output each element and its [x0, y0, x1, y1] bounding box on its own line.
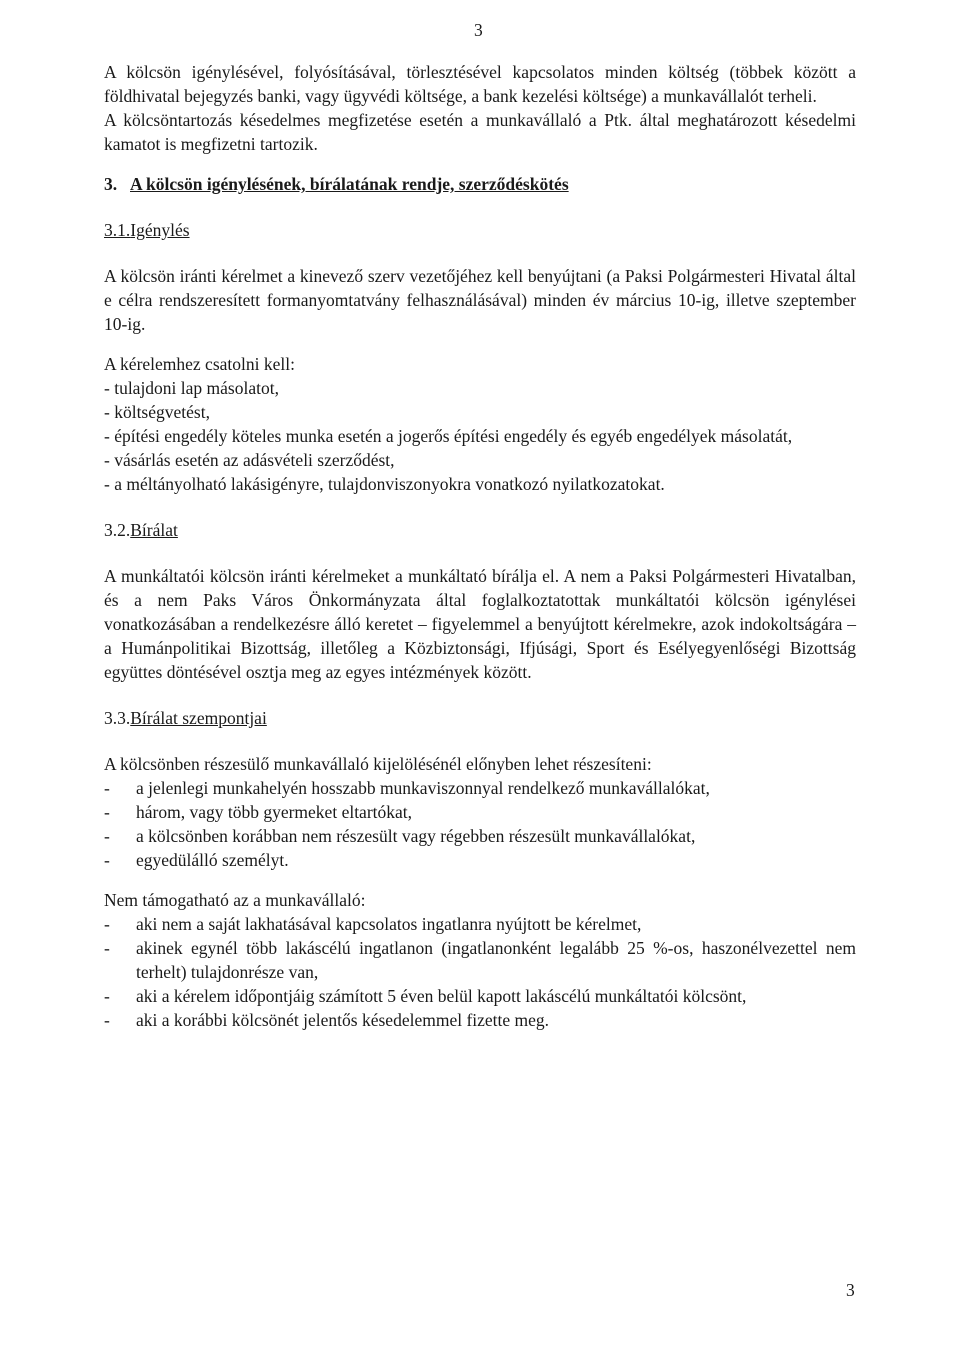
- section-3-title: A kölcsön igénylésének, bírálatának rendje, szerződéskötés: [130, 174, 569, 194]
- preference-intro: A kölcsönben részesülő munkavállaló kijelölésénél előnyben lehet részesíteni:: [104, 754, 652, 774]
- list-item: - akinek egynél több lakáscélú ingatlanon (ingatlanonként legalább 25 %-os, haszonélvezettel nem terhelt) tulajdonrésze van,: [104, 936, 856, 984]
- list-item: - építési engedély köteles munka esetén a jogerős építési engedély és egyéb engedélyek másolatát,: [104, 426, 793, 446]
- subsection-3-2-number: 3.2.: [104, 520, 131, 540]
- subsection-3-3-heading: [104, 706, 856, 730]
- list-item: - aki nem a saját lakhatásával kapcsolatos ingatlanra nyújtott be kérelmet,: [104, 912, 856, 936]
- intro-paragraph-interest: A kölcsöntartozás késedelmes megfizetése esetén a munkavállaló a Ptk. által meghatározott késedelmi kamatot is megfizetni tartozik.: [104, 110, 856, 154]
- list-item: - vásárlás esetén az adásvételi szerződést,: [104, 450, 395, 470]
- evaluation-paragraph: A munkáltatói kölcsön iránti kérelmeket a munkáltató bírálja el. A nem a Paksi Polgármesteri Hivatalban, és a nem Paks Város Önkormányzata által foglalkoztatottak munkáltatói kölcsön igénylései vonatkozásában a rendelkezésre álló keretet – figyelemmel a benyújtott kérelmekre, azok indokoltságára – a Humánpolitikai Bizottság, illetőleg a Közbiztonsági, Ifjúsági, Sport és Esélyegyenlőségi Bizottság együttes döntésével osztja meg az egyes intézmények között.: [104, 566, 856, 682]
- list-item: - költségvetést,: [104, 402, 210, 422]
- list-item: - tulajdoni lap másolatot,: [104, 378, 279, 398]
- list-item: - a méltányolható lakásigényre, tulajdonviszonyokra vonatkozó nyilatkozatokat.: [104, 474, 665, 494]
- list-item: - aki a kérelem időpontjáig számított 5 éven belül kapott lakáscélú munkáltatói kölcsönt,: [104, 984, 856, 1008]
- subsection-3-2-heading: [104, 518, 856, 542]
- subsection-3-3-number: 3.3.: [104, 708, 131, 728]
- subsection-3-1-number: 3.1.: [104, 220, 131, 240]
- section-3-heading: [104, 172, 856, 196]
- section-3-number: 3.: [104, 174, 118, 194]
- page-number-top: 3: [474, 20, 483, 40]
- attachments-intro: A kérelemhez csatolni kell:: [104, 354, 295, 374]
- list-item: - egyedülálló személyt.: [104, 848, 856, 872]
- subsection-3-2-title: Bírálat: [130, 520, 178, 540]
- subsection-3-1-heading: [104, 218, 856, 242]
- intro-paragraph-costs: A kölcsön igénylésével, folyósításával, törlesztésével kapcsolatos minden költség (többek között a földhivatal bejegyzés banki, vagy ügyvédi költsége, a bank kezelési költsége) a munkavállalót terheli.: [104, 62, 856, 106]
- exclusion-intro: Nem támogatható az a munkavállaló:: [104, 890, 366, 910]
- application-paragraph: A kölcsön iránti kérelmet a kinevező szerv vezetőjéhez kell benyújtani (a Paksi Polgármesteri Hivatal által e célra rendszeresített formanyomtatvány felhasználásával) minden év március 10-ig, illetve szeptember 10-ig.: [104, 266, 856, 334]
- page-number-bottom: 3: [846, 1280, 855, 1300]
- exclusion-list: [104, 912, 856, 1032]
- list-item: - három, vagy több gyermeket eltartókat,: [104, 800, 856, 824]
- list-item: - a kölcsönben korábban nem részesült vagy régebben részesült munkavállalókat,: [104, 824, 856, 848]
- list-item: - aki a korábbi kölcsönét jelentős késedelemmel fizette meg.: [104, 1008, 856, 1032]
- subsection-3-3-title: Bírálat szempontjai: [130, 708, 267, 728]
- attachments-list: [104, 376, 856, 496]
- preference-list: [104, 776, 856, 872]
- list-item: - a jelenlegi munkahelyén hosszabb munkaviszonnyal rendelkező munkavállalókat,: [104, 776, 856, 800]
- subsection-3-1-title: Igénylés: [130, 220, 190, 240]
- document-body: [104, 60, 856, 1032]
